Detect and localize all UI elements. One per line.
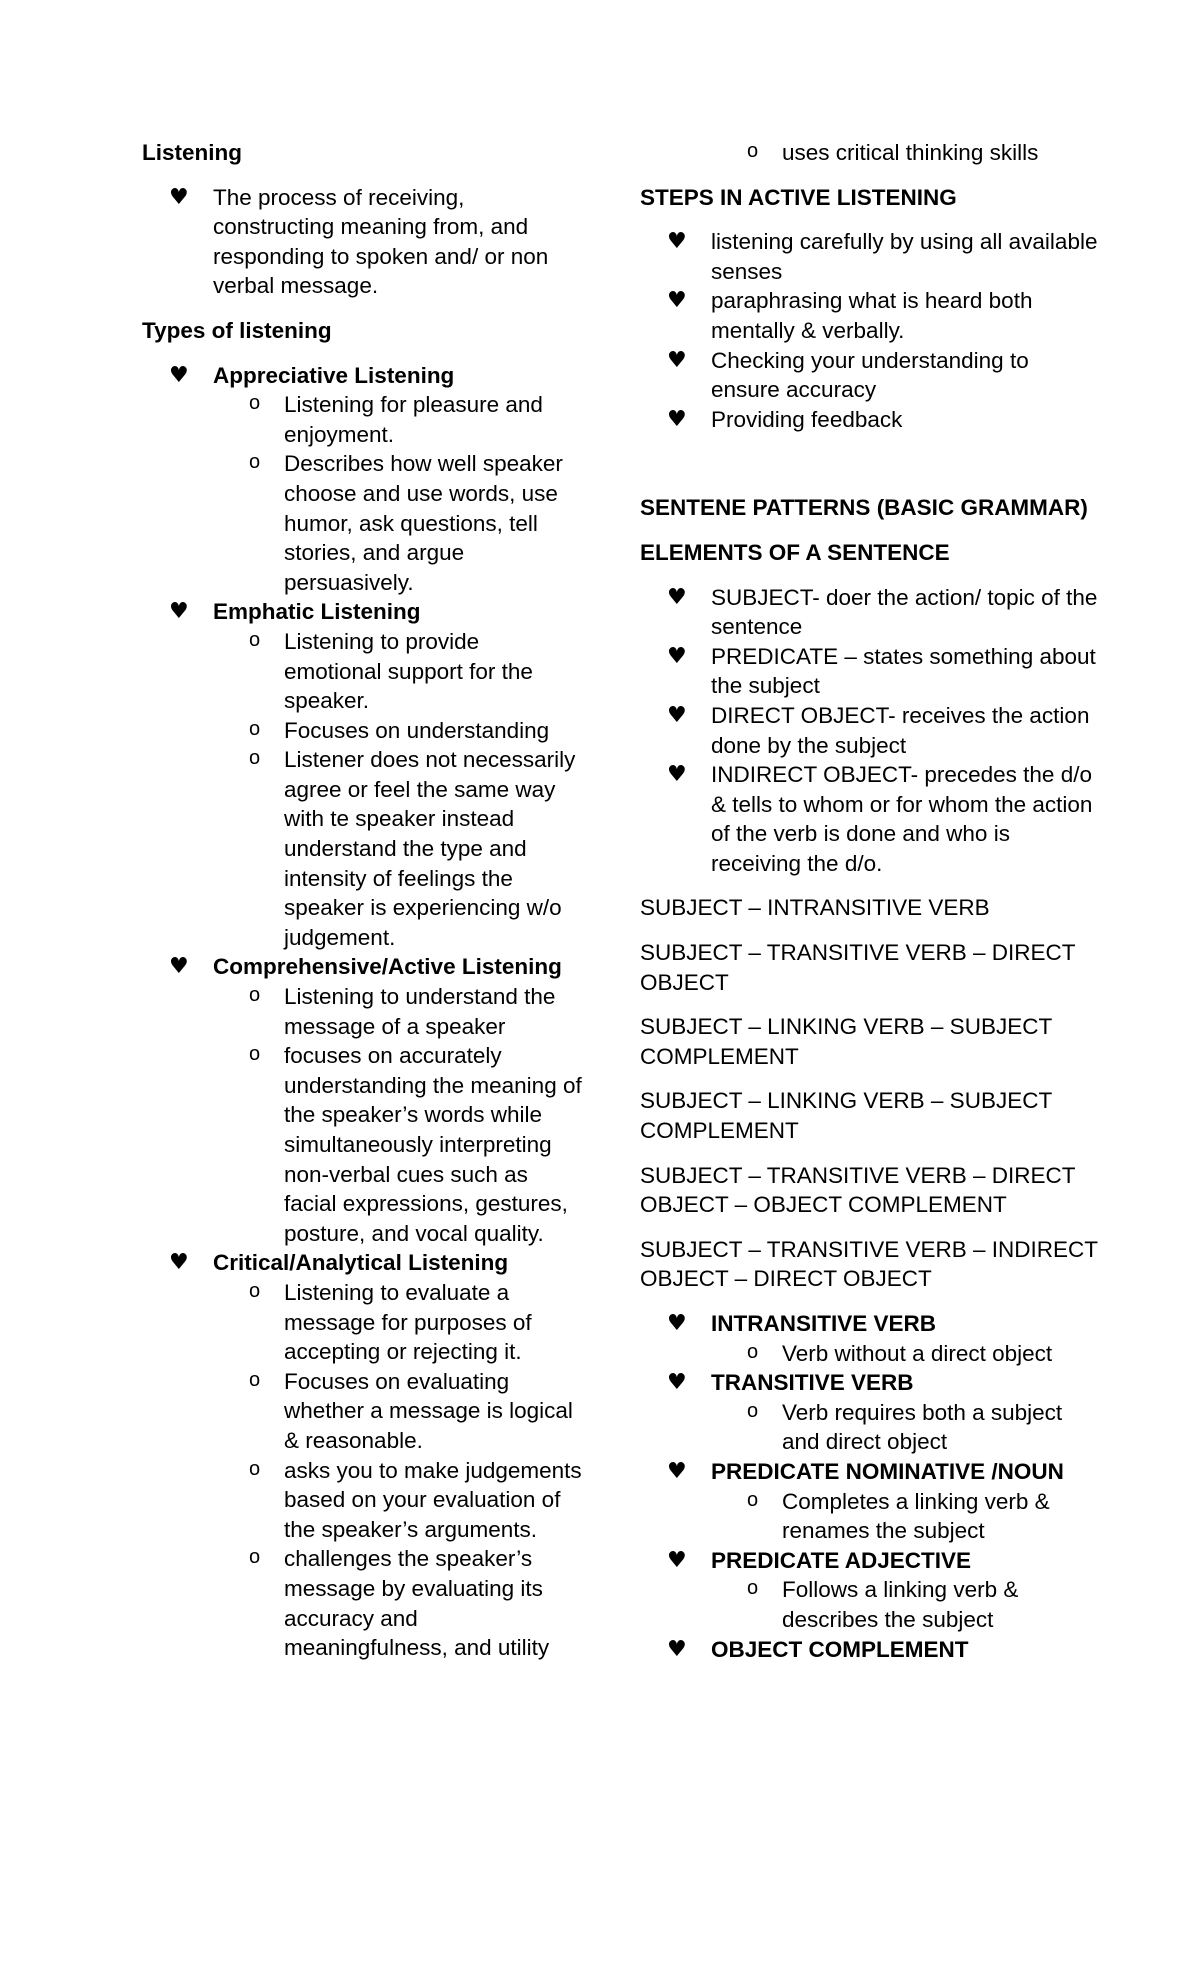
list-item <box>640 346 1100 405</box>
heart-bullet-icon: ♥ <box>169 362 189 388</box>
list-item <box>142 597 582 952</box>
heart-bullet-icon: ♥ <box>169 599 189 625</box>
terms-list <box>640 1309 1100 1664</box>
list-item <box>142 1248 582 1662</box>
item-label: Critical/Analytical Listening <box>213 1250 509 1276</box>
item-label: INTRANSITIVE VERB <box>711 1311 937 1336</box>
item-label: Comprehensive/Active Listening <box>213 954 562 980</box>
item-label: OBJECT COMPLEMENT <box>711 1636 969 1662</box>
sentence-pattern: SUBJECT – TRANSITIVE VERB – INDIRECT OBJECT – DIRECT OBJECT <box>640 1236 1098 1292</box>
circle-bullet-icon: o <box>249 717 261 740</box>
listening-title: Listening <box>142 140 242 165</box>
sub-list-item <box>711 1339 1100 1369</box>
circle-bullet-icon: o <box>249 451 261 474</box>
list-item <box>142 183 582 301</box>
continued-sub-item <box>640 138 1100 168</box>
circle-bullet-icon: o <box>747 1399 759 1422</box>
sub-list <box>711 1398 1100 1457</box>
item-label: SUBJECT- doer the action/ topic of the sentence <box>711 584 1098 640</box>
circle-bullet-icon: o <box>249 1279 261 1302</box>
sub-item-text: Listening to provide emotional support for the speaker. <box>284 628 533 714</box>
item-label: listening carefully by using all available senses <box>711 229 1098 284</box>
sub-item-text: Verb without a direct object <box>782 1340 1053 1366</box>
item-label: PREDICATE ADJECTIVE <box>711 1547 972 1573</box>
sub-item-text: Focuses on evaluating whether a message is logical & reasonable. <box>284 1368 573 1453</box>
sub-list <box>213 1278 582 1663</box>
list-item <box>640 405 1100 435</box>
sub-list <box>711 1487 1100 1546</box>
heart-bullet-icon: ♥ <box>667 347 687 373</box>
list-item <box>640 1309 1100 1368</box>
left-column <box>142 138 582 1678</box>
circle-bullet-icon: o <box>249 392 261 415</box>
sub-list <box>213 627 582 953</box>
circle-bullet-icon: o <box>747 140 759 162</box>
sub-list-item <box>213 716 582 746</box>
sub-item-text: asks you to make judgements based on your evaluation of the speaker’s arguments. <box>284 1457 582 1542</box>
sub-list <box>213 390 582 597</box>
sentence-pattern: SUBJECT – TRANSITIVE VERB – DIRECT OBJECT – OBJECT COMPLEMENT <box>640 1162 1076 1218</box>
heart-bullet-icon: ♥ <box>667 1311 687 1336</box>
sub-list-item <box>213 745 582 952</box>
sentence-pattern: SUBJECT – INTRANSITIVE VERB <box>640 895 990 921</box>
circle-bullet-icon: o <box>747 1340 759 1363</box>
elements-list <box>640 583 1100 879</box>
sub-item-text: Completes a linking verb & renames the subject <box>782 1488 1050 1544</box>
heart-bullet-icon: ♥ <box>667 702 687 728</box>
sub-list-item <box>213 1041 582 1248</box>
item-label: PREDICATE NOMINATIVE /NOUN <box>711 1458 1064 1484</box>
sub-list-item <box>711 1487 1100 1546</box>
sentence-pattern: SUBJECT – TRANSITIVE VERB – DIRECT OBJECT <box>640 940 1076 995</box>
sub-item-text: Follows a linking verb & describes the subject <box>782 1577 1019 1632</box>
list-item <box>640 227 1100 286</box>
sub-list-item <box>213 390 582 449</box>
types-list <box>142 361 582 1663</box>
heart-bullet-icon: ♥ <box>667 1547 687 1573</box>
item-label: PREDICATE – states something about the subject <box>711 643 1096 699</box>
circle-bullet-icon: o <box>747 1577 759 1600</box>
sub-list <box>711 1575 1100 1634</box>
list-item <box>640 642 1100 701</box>
list-item <box>142 952 582 1248</box>
sub-list-item <box>711 1398 1100 1457</box>
elements-heading: ELEMENTS OF A SENTENCE <box>640 539 950 565</box>
sub-list-item <box>213 1544 582 1662</box>
listening-definition: The process of receiving, constructing meaning from, and responding to spoken and/ or non verbal message. <box>213 184 549 299</box>
sub-list-item <box>213 982 582 1041</box>
sub-list-item <box>711 1575 1100 1634</box>
sentence-pattern: SUBJECT – LINKING VERB – SUBJECT COMPLEMENT <box>640 1088 1052 1144</box>
sub-item-text: Describes how well speaker choose and use words, use humor, ask questions, tell stories, and argue persuasively. <box>284 451 563 595</box>
heart-bullet-icon: ♥ <box>667 1636 687 1662</box>
sub-item-text: focuses on accurately understanding the meaning of the speaker’s words while simultaneously interpreting non-verbal cues such as facial expressions, gestures, posture, and vocal quality. <box>284 1043 582 1246</box>
heart-bullet-icon: ♥ <box>169 1250 189 1276</box>
item-label: Emphatic Listening <box>213 599 421 625</box>
patterns-list <box>640 893 1100 1294</box>
circle-bullet-icon: o <box>249 984 261 1007</box>
circle-bullet-icon: o <box>249 628 261 651</box>
heart-bullet-icon: ♥ <box>169 954 189 980</box>
heart-bullet-icon: ♥ <box>667 229 687 255</box>
circle-bullet-icon: o <box>249 747 261 770</box>
circle-bullet-icon: o <box>249 1546 261 1569</box>
sub-item-text: Listening for pleasure and enjoyment. <box>284 392 543 447</box>
circle-bullet-icon: o <box>249 1368 261 1391</box>
sub-item-text: Listening to evaluate a message for purposes of accepting or rejecting it. <box>284 1279 532 1365</box>
circle-bullet-icon: o <box>249 1457 261 1480</box>
list-item <box>640 760 1100 878</box>
heart-bullet-icon: ♥ <box>667 762 687 788</box>
section-spacer <box>640 449 1100 493</box>
heart-bullet-icon: ♥ <box>667 1370 687 1396</box>
heart-bullet-icon: ♥ <box>667 584 687 610</box>
sub-item-text: Focuses on understanding <box>284 717 550 743</box>
list-item <box>640 701 1100 760</box>
item-label: Checking your understanding to ensure accuracy <box>711 347 1029 403</box>
sub-item-text: Listener does not necessarily agree or feel the same way with te speaker instead understand the type and intensity of feelings the speaker is experiencing w/o judgement. <box>284 747 576 950</box>
heart-bullet-icon: ♥ <box>667 288 687 314</box>
item-label: INDIRECT OBJECT- precedes the d/o & tells to whom or for whom the action of the verb is done and who is receiving the d/o. <box>711 762 1093 876</box>
list-item <box>640 1368 1100 1457</box>
sub-list <box>711 1339 1100 1369</box>
list-item <box>640 583 1100 642</box>
sub-list <box>213 982 582 1248</box>
heart-bullet-icon: ♥ <box>667 406 687 432</box>
item-label: TRANSITIVE VERB <box>711 1370 914 1396</box>
heart-bullet-icon: ♥ <box>667 643 687 669</box>
list-item <box>640 286 1100 345</box>
steps-list <box>640 227 1100 434</box>
sub-list-item <box>213 627 582 716</box>
sub-list-item <box>213 449 582 597</box>
circle-bullet-icon: o <box>249 1043 261 1066</box>
types-heading: Types of listening <box>142 317 332 343</box>
list-item <box>142 361 582 598</box>
patterns-heading: SENTENE PATTERNS (BASIC GRAMMAR) <box>640 495 1088 521</box>
continued-point: uses critical thinking skills <box>782 140 1039 165</box>
list-item <box>640 1635 1100 1665</box>
list-item <box>640 1546 1100 1635</box>
right-column <box>640 138 1100 1679</box>
steps-heading: STEPS IN ACTIVE LISTENING <box>640 184 957 210</box>
sub-list-item <box>213 1367 582 1456</box>
sub-item-text: challenges the speaker’s message by evaluating its accuracy and meaningfulness, and utility <box>284 1546 550 1661</box>
item-label: Providing feedback <box>711 406 903 432</box>
list-item <box>640 1457 1100 1546</box>
item-label: paraphrasing what is heard both mentally & verbally. <box>711 288 1033 343</box>
sub-list-item <box>213 1278 582 1367</box>
heart-bullet-icon: ♥ <box>667 1458 687 1484</box>
sentence-pattern: SUBJECT – LINKING VERB – SUBJECT COMPLEMENT <box>640 1014 1052 1069</box>
definition-list <box>142 183 582 301</box>
item-label: DIRECT OBJECT- receives the action done by the subject <box>711 702 1090 758</box>
sub-item-text: Verb requires both a subject and direct object <box>782 1399 1063 1455</box>
circle-bullet-icon: o <box>747 1488 759 1511</box>
sub-item-text: Listening to understand the message of a speaker <box>284 984 556 1039</box>
item-label: Appreciative Listening <box>213 362 455 388</box>
heart-bullet-icon: ♥ <box>169 184 189 210</box>
sub-list-item <box>213 1456 582 1545</box>
